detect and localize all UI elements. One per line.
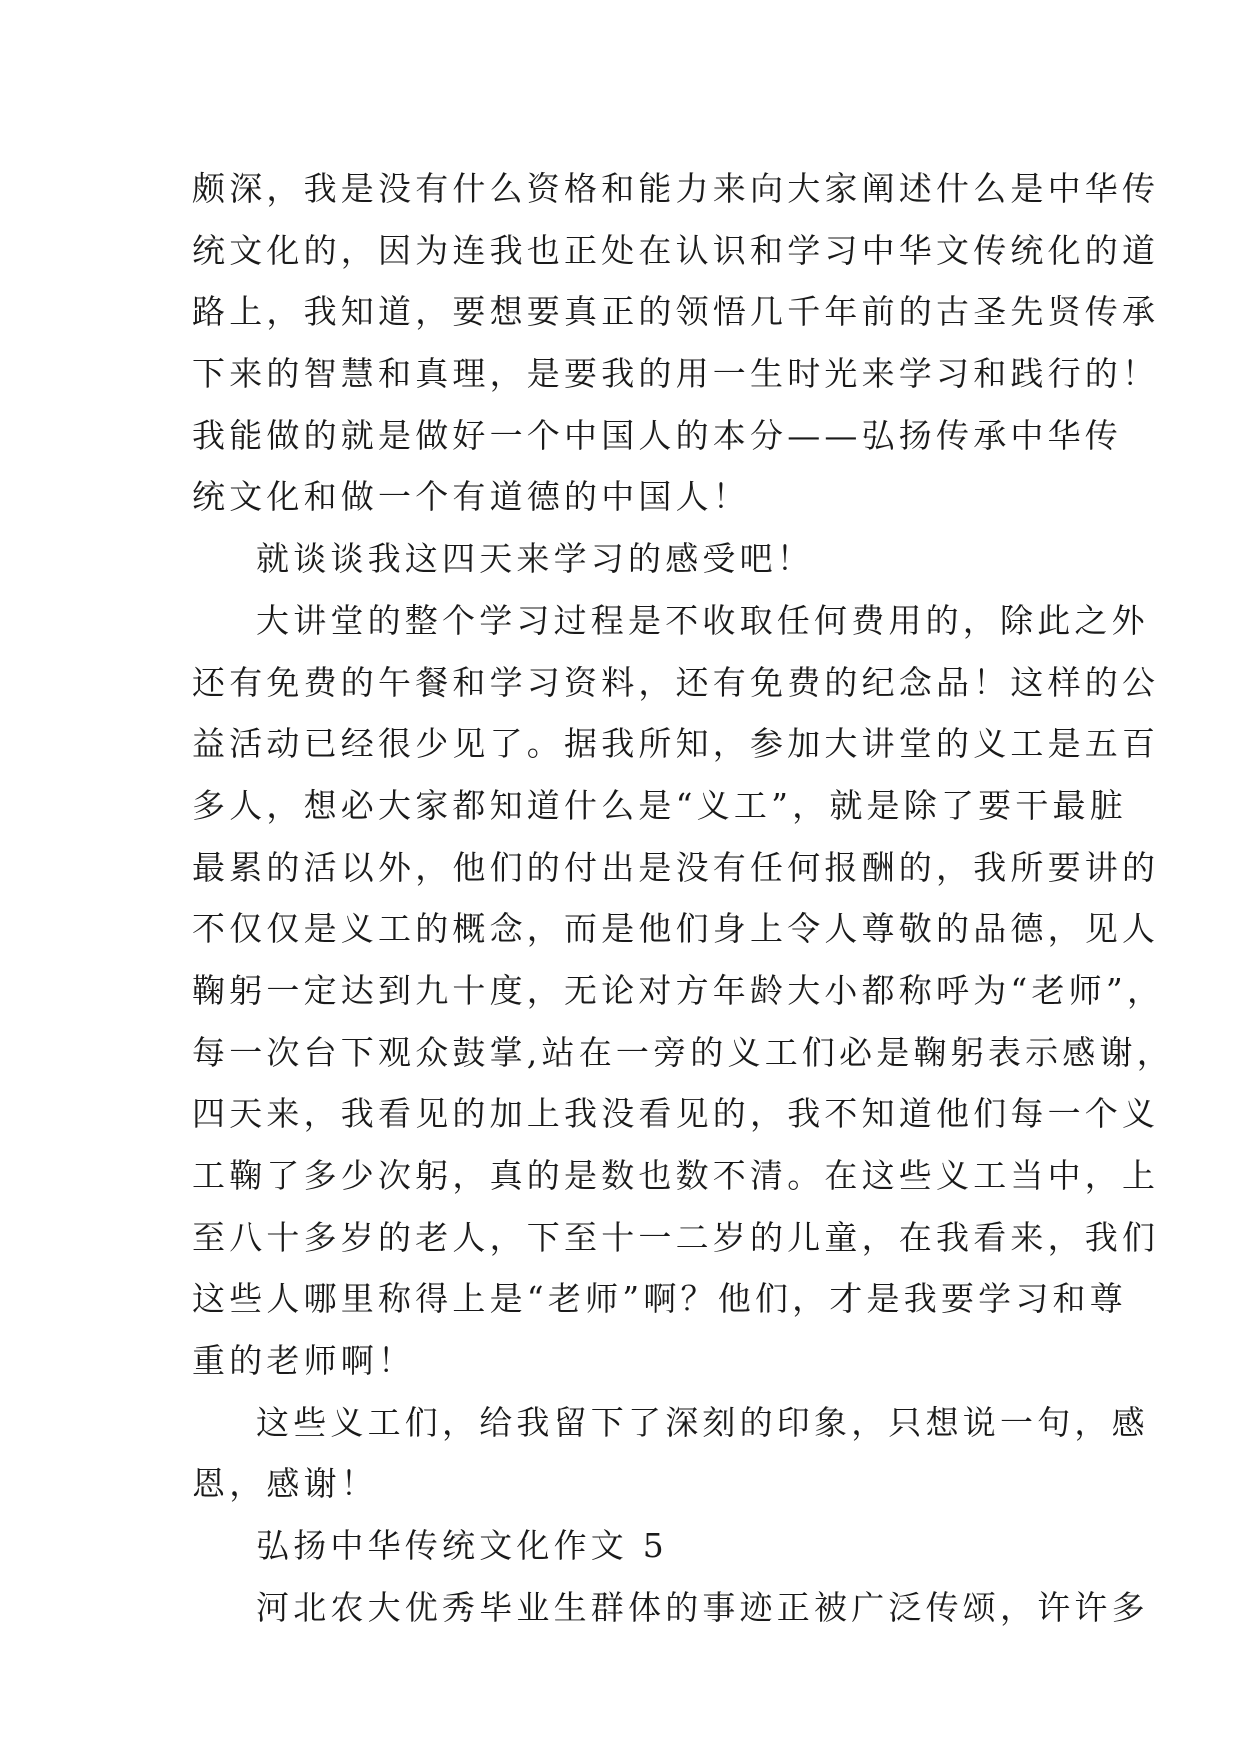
section-heading: 弘扬中华传统文化作文 5 <box>256 1526 668 1566</box>
text-line: 至八十多岁的老人，下至十一二岁的儿童，在我看来，我们 <box>192 1217 1160 1257</box>
text-line: 还有免费的午餐和学习资料，还有免费的纪念品！这样的公 <box>192 662 1160 702</box>
text-line: 最累的活以外，他们的付出是没有任何报酬的，我所要讲的 <box>192 847 1160 887</box>
paragraph-first-line: 这些义工们，给我留下了深刻的印象，只想说一句，感 <box>256 1402 1149 1442</box>
text-line: 统文化的，因为连我也正处在认识和学习中华文传统化的道 <box>192 230 1160 270</box>
paragraph-first-line: 河北农大优秀毕业生群体的事迹正被广泛传颂，许许多 <box>256 1587 1149 1627</box>
text-line: 鞠躬一定达到九十度，无论对方年龄大小都称呼为“老师”， <box>192 970 1165 1010</box>
paragraph-first-line: 就谈谈我这四天来学习的感受吧！ <box>256 539 814 579</box>
text-line: 颇深，我是没有什么资格和能力来向大家阐述什么是中华传 <box>192 169 1160 208</box>
text-line: 恩，感谢！ <box>192 1464 378 1504</box>
document-body <box>192 158 1174 1639</box>
text-line: 每一次台下观众鼓掌,站在一旁的义工们必是鞠躬表示感谢， <box>192 1032 1174 1072</box>
text-line: 工鞠了多少次躬，真的是数也数不清。在这些义工当中，上 <box>192 1156 1160 1195</box>
text-line: 益活动已经很少见了。据我所知，参加大讲堂的义工是五百 <box>192 724 1160 764</box>
text-line: 多人，想必大家都知道什么是“义工”，就是除了要干最脏 <box>192 785 1127 825</box>
text-line: 四天来，我看见的加上我没看见的，我不知道他们每一个义 <box>192 1094 1160 1134</box>
text-line: 统文化和做一个有道德的中国人！ <box>192 477 750 517</box>
text-line: 我能做的就是做好一个中国人的本分——弘扬传承中华传 <box>192 415 1122 455</box>
text-line: 重的老师啊！ <box>192 1341 416 1381</box>
text-line: 下来的智慧和真理，是要我的用一生时光来学习和践行的！ <box>192 354 1160 394</box>
text-line: 这些人哪里称得上是“老师”啊？他们，才是我要学习和尊 <box>192 1279 1127 1319</box>
text-line: 路上，我知道，要想要真正的领悟几千年前的古圣先贤传承 <box>192 292 1160 332</box>
text-line: 不仅仅是义工的概念，而是他们身上令人尊敬的品德，见人 <box>192 909 1160 949</box>
paragraph-first-line: 大讲堂的整个学习过程是不收取任何费用的，除此之外 <box>256 600 1149 640</box>
